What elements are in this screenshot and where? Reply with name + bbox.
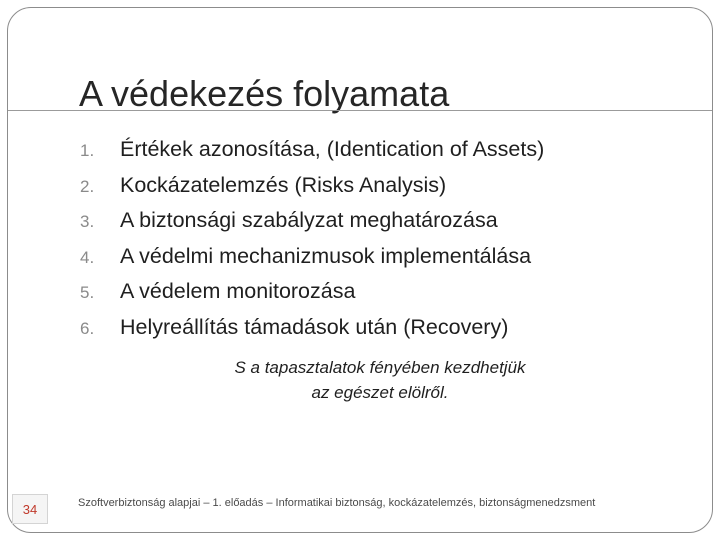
list-item-number: 6.	[80, 318, 95, 338]
closing-note-line-2: az egészet elölről.	[311, 383, 449, 402]
footer-text: Szoftverbiztonság alapjai – 1. előadás – Informatikai biztonság, kockázatelemzés, biztonságmenedzsment	[78, 497, 596, 509]
closing-note-line-1: S a tapasztalatok fényében kezdhetjük	[234, 358, 526, 377]
list-item-text: A biztonsági szabályzat meghatározása	[120, 208, 498, 232]
list-item	[80, 173, 544, 209]
list-item-text: Értékek azonosítása, (Identication of Assets)	[120, 137, 545, 161]
list-item	[80, 315, 544, 351]
list-item-number: 5.	[80, 283, 95, 302]
list-item-number: 1.	[80, 141, 95, 160]
title-divider	[8, 110, 712, 111]
page-number-badge	[12, 494, 48, 524]
slide-title: A védekezés folyamata	[79, 73, 450, 115]
list-item-text: A védelmi mechanizmusok implementálása	[120, 243, 532, 268]
list-item	[80, 244, 544, 280]
page-number: 34	[22, 501, 38, 517]
closing-note	[180, 355, 580, 405]
list-item-number: 4.	[80, 247, 95, 267]
list-item-text: Helyreállítás támadások után (Recovery)	[120, 314, 509, 339]
list-item-number: 3.	[80, 212, 95, 231]
numbered-list	[80, 137, 544, 350]
list-item	[80, 137, 544, 173]
list-item-text: Kockázatelemzés (Risks Analysis)	[120, 172, 447, 197]
list-item	[80, 208, 544, 244]
list-item	[80, 279, 544, 315]
list-item-number: 2.	[80, 176, 95, 196]
list-item-text: A védelem monitorozása	[120, 279, 356, 303]
